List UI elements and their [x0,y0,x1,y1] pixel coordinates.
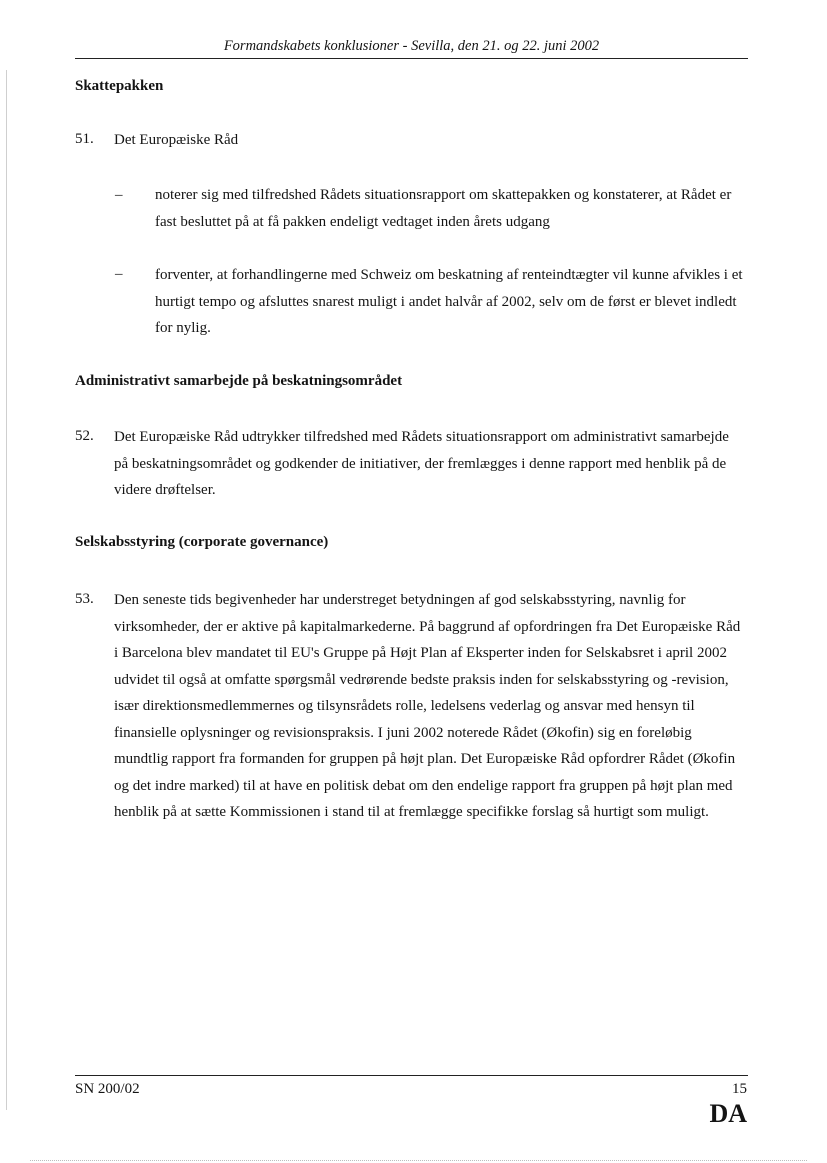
paragraph-number-53: 53. [75,591,94,607]
heading-admin-cooperation: Administrativt samarbejde på beskatningsområdet [75,373,403,389]
scan-artifact-line [6,70,7,1110]
paragraph-53-text: Den seneste tids begivenheder har understreget betydningen af god selskabsstyring, navnlig for virksomheder, der er aktive på kapitalmarkederne. På baggrund af opfordringen fra Det Europæiske Råd i Barcelona blev mandatet til EU's Gruppe på Højt Plan af Eksperter inden for Selskabsret i april 2002 udvidet til også at omfatte spørgsmål vedrørende bedste praksis inden for selskabsstyring og -revision, især direktionsmedlemmernes og tilsynsrådets rolle, ledelsens vederlag og ansvar med hensyn til finansielle oplysninger og revisionspraksis. I juni 2002 noterede Rådet (Økofin) sig en foreløbig mundtlig rapport fra formanden for gruppen på højt plan. Det Europæiske Råd opfordrer Rådet (Økofin og det indre marked) til at have en politisk debat om den endelige rapport fra gruppen på højt plan med henblik på at sætte Kommissionen i stand til at fremlægge specifikke forslag så hurtigt som muligt. [114,592,741,820]
bullet-dash: – [115,266,123,282]
paragraph-52-text: Det Europæiske Råd udtrykker tilfredshed med Rådets situationsrapport om administrativt samarbejde på beskatningsområdet og godkender de initiativer, der fremlægges i denne rapport med henblik på de videre drøftelser. [114,429,729,498]
running-header: Formandskabets konklusioner - Sevilla, den 21. og 22. juni 2002 [223,38,600,54]
heading-tax-package: Skattepakken [75,78,164,94]
heading-corporate-governance: Selskabsstyring (corporate governance) [75,534,329,550]
footer-rule [75,1075,748,1076]
paragraph-51-text: Det Europæiske Råd [114,132,239,148]
header-rule [75,58,748,59]
bullet-dash: – [115,187,123,203]
language-code: DA [709,1099,747,1128]
paragraph-number-52: 52. [75,428,94,444]
page-number: 15 [732,1081,747,1097]
paragraph-number-51: 51. [75,131,94,147]
bullet-text-notes: noterer sig med tilfredshed Rådets situationsrapport om skattepakken og konstaterer, at Rådet er fast besluttet på at få pakken endeligt vedtaget inden årets udgang [155,187,732,230]
scan-artifact-bottom [30,1160,807,1161]
bullet-text-expects: forventer, at forhandlingerne med Schweiz om beskatning af renteindtægter vil kunne afvikles i et hurtigt tempo og afsluttes snarest muligt i andet halvår af 2002, selv om de først er blevet indledt for nylig. [155,267,743,336]
document-reference: SN 200/02 [75,1081,140,1097]
